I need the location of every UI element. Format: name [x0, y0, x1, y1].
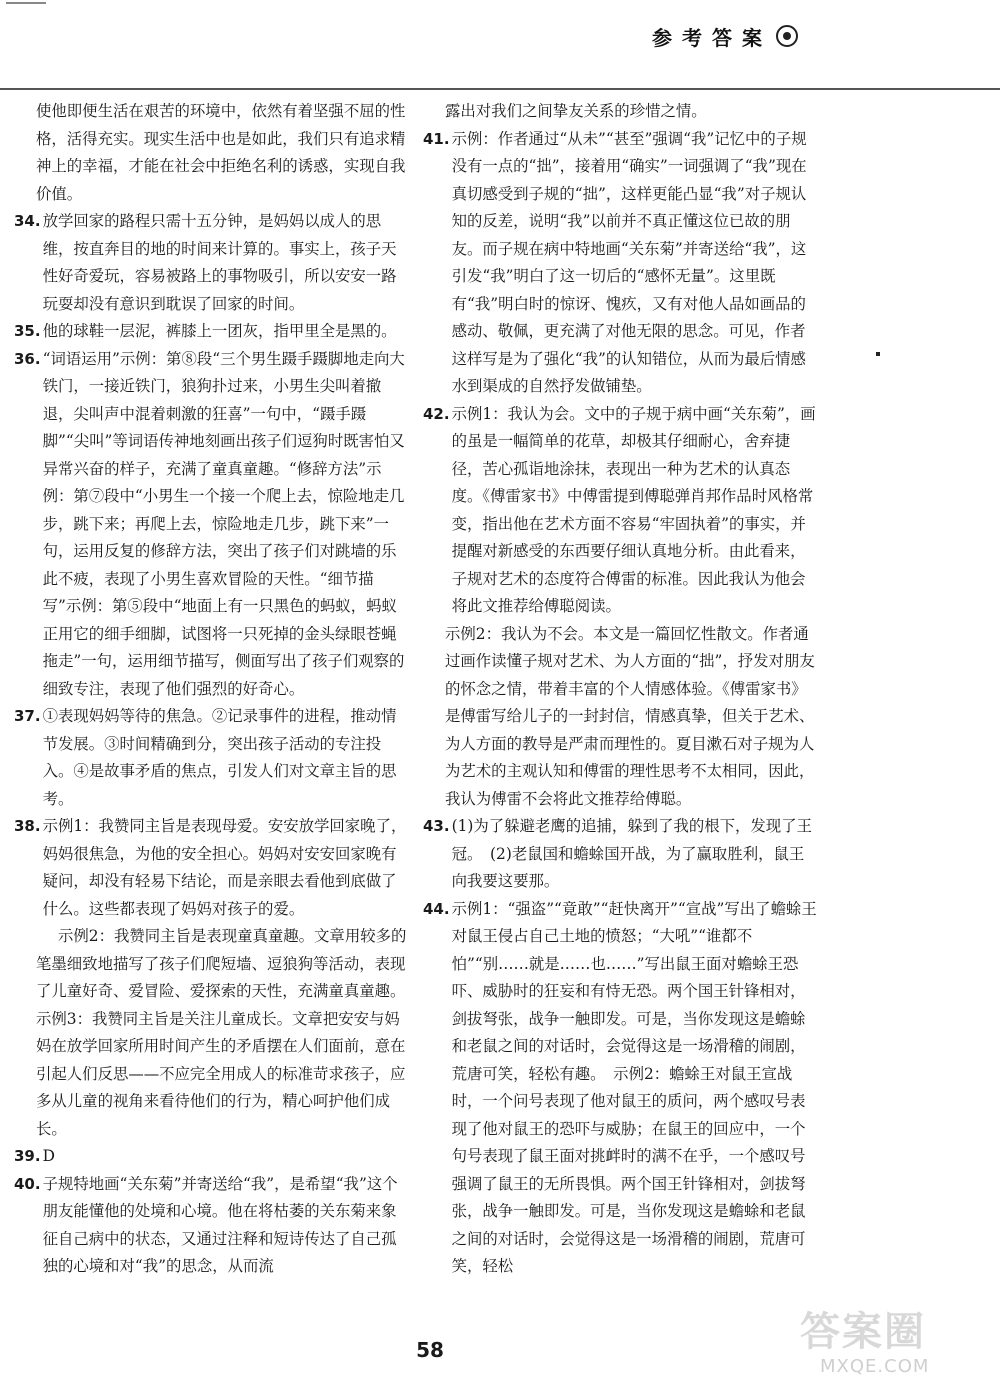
right-column [423, 98, 818, 1281]
answer-item-42 [423, 401, 818, 621]
item-number: 43. [423, 817, 450, 835]
answer-item-38 [14, 813, 409, 923]
item-number: 41. [423, 129, 450, 148]
answer-item-34 [14, 208, 409, 318]
item-number: 40. [14, 1174, 41, 1193]
item-text: D [42, 1147, 55, 1165]
item-number: 38. [14, 817, 41, 835]
item-text: 他的球鞋一层泥，裤膝上一团灰，指甲里全是黑的。 [42, 322, 397, 340]
corner-mark [6, 2, 46, 4]
item-number: 34. [14, 212, 41, 230]
item-number: 35. [14, 322, 41, 340]
page-header [652, 18, 822, 54]
item-text: 示例1：我认为会。文中的子规于病中画“关东菊”，画的虽是一幅简单的花草，却极其仔细耐心，舍弃捷径，苦心孤诣地涂抹，表现出一种为艺术的认真态度。《傅雷家书》中傅雷提到傅聪弹肖邦作品时风格常变，指出他在艺术方面不容易“牢固执着”的事实，并提醒对新感受的东西要仔细认真地分析。由此看来，子规对艺术的态度符合傅雷的标准。因此我认为他会将此文推荐给傅聪阅读。 [451, 404, 816, 615]
item-number: 42. [423, 404, 450, 423]
answer-item-42-continued: 示例2：我认为不会。本文是一篇回忆性散文。作者通过画作读懂子规对艺术、为人方面的“拙”，抒发对朋友的怀念之情，带着丰富的个人情感体验。《傅雷家书》是傅雷写给儿子的一封封信，情感真挚，但关于艺术、为人方面的教导是严肃而理性的。夏目漱石对子规为人为艺术的主观认知和傅雷的理性思考不太相同，因此，我认为傅雷不会将此文推荐给傅聪。 [445, 624, 815, 808]
answer-item-40 [14, 1171, 409, 1281]
watermark-logo: 答案圈 [800, 1309, 926, 1355]
continuation-text: 露出对我们之间挚友关系的珍惜之情。 [445, 102, 707, 120]
item-text: 子规特地画“关东菊”并寄送给“我”，是希望“我”这个朋友能懂他的处境和心境。他在将枯萎的关东菊来象征自己病中的状态，又通过注释和短诗传达了自己孤独的心境和对“我”的思念，从而流 [42, 1174, 398, 1275]
continuation-text: 使他即便生活在艰苦的环境中，依然有着坚强不屈的性格，活得充实。现实生活中也是如此，我们只有追求精神上的幸福，才能在社会中拒绝名利的诱惑，实现自我价值。 [36, 102, 406, 203]
item-text: 示例1：我赞同主旨是表现母爱。安安放学回家晚了，妈妈很焦急，为他的安全担心。妈妈对安安回家晚有疑问，却没有轻易下结论，而是亲眼去看他到底做了什么。这些都表现了妈妈对孩子的爱。 [42, 817, 407, 918]
header-rule [0, 88, 1000, 90]
answer-item-44 [423, 896, 818, 1281]
item-text: 示例1：“强盗”“竟敢”“赶快离开”“宣战”写出了蟾蜍王对鼠王侵占自己土地的愤怒；“大吼”“谁都不怕”“别……就是……也……”写出鼠王面对蟾蜍王恐吓、威胁时的狂妄和有恃无恐。两个国王针锋相对，剑拔弩张，战争一触即发。可是，当你发现这是蟾蜍和老鼠之间的对话时，会觉得这是一场滑稽的闹剧，荒唐可笑，轻松有趣。 示例2：蟾蜍王对鼠王宣战时，一个问号表现了他对鼠王的质问，两个感叹号表现了他对鼠王的恐吓与威胁；在鼠王的回应中，一个句号表现了鼠王面对挑衅时的满不在乎，一个感叹号强调了鼠王的无所畏惧。两个国王针锋相对，剑拔弩张，战争一触即发。可是，当你发现这是蟾蜍和老鼠之间的对话时，会觉得这是一场滑稽的闹剧，荒唐可笑，轻松 [451, 899, 817, 1275]
left-column [14, 98, 414, 1281]
item-text: 放学回家的路程只需十五分钟，是妈妈以成人的思维，按直奔目的地的时间来计算的。事实上，孩子天性好奇爱玩，容易被路上的事物吸引，所以安安一路玩耍却没有意识到耽误了回家的时间。 [42, 212, 397, 313]
page-number: 58 [416, 1338, 444, 1362]
item-text: “词语运用”示例：第⑧段“三个男生蹑手蹑脚地走向大铁门，一接近铁门，狼狗扑过来，小男生尖叫着撤退，尖叫声中混着刺激的狂喜”一句中，“蹑手蹑脚”“尖叫”等词语传神地刻画出孩子们逗狗时既害怕又异常兴奋的样子，充满了童真童趣。“修辞方法”示例：第⑦段中“小男生一个接一个爬上去，惊险地走几步，跳下来；再爬上去，惊险地走几步，跳下来”一句，运用反复的修辞方法，突出了孩子们对跳墙的乐此不疲，表现了小男生喜欢冒险的天性。“细节描写”示例：第⑤段中“地面上有一只黑色的蚂蚁，蚂蚁正用它的细手细脚，试图将一只死掉的金头绿眼苍蝇拖走”一句，运用细节描写，侧面写出了孩子们观察的细致专注，表现了他们强烈的好奇心。 [42, 349, 405, 698]
watermark [800, 1300, 990, 1380]
answer-item-41 [423, 126, 818, 401]
answer-item-36 [14, 346, 409, 704]
answer-item-35 [14, 318, 409, 346]
item-number: 37. [14, 707, 41, 725]
header-title: 参考答案 [652, 25, 772, 50]
answer-item-38-continued: 示例2：我赞同主旨是表现童真童趣。文章用较多的笔墨细致地描写了孩子们爬短墙、逗狼狗等活动，表现了儿童好奇、爱冒险、爱探索的天性，充满童真童趣。 示例3：我赞同主旨是关注儿童成长。文章把安安与妈妈在放学回家所用时间产生的矛盾摆在人们面前，意在引起人们反思——不应完全用成人的标准苛求孩子，应多从儿童的视角来看待他们的行为，精心呵护他们成长。 [36, 927, 414, 1138]
watermark-url: MXQE.COM [820, 1356, 930, 1377]
item-number: 44. [423, 899, 450, 918]
answer-item-37 [14, 703, 409, 813]
answer-item-43 [423, 813, 818, 896]
item-number: 39. [14, 1147, 41, 1165]
item-text: (1)为了躲避老鹰的追捕，躲到了我的根下，发现了王冠。 (2)老鼠国和蟾蜍国开战，为了赢取胜利，鼠王向我要这要那。 [451, 817, 812, 890]
item-text: ①表现妈妈等待的焦急。②记录事件的进程，推动情节发展。③时间精确到分，突出孩子活动的专注投入。④是故事矛盾的焦点，引发人们对文章主旨的思考。 [42, 707, 397, 808]
item-number: 36. [14, 349, 41, 368]
stray-dot [876, 352, 880, 356]
item-text: 示例：作者通过“从未”“甚至”强调“我”记忆中的子规没有一点的“拙”，接着用“确实”一词强调了“我”现在真切感受到子规的“拙”，这样更能凸显“我”对子规认知的反差，说明“我”以前并不真正懂这位已故的朋友。而子规在病中特地画“关东菊”并寄送给“我”，这引发“我”明白了这一切后的“感怀无量”。这里既有“我”明白时的惊讶、愧疚，又有对他人品如画品的感动、敬佩，更充满了对他无限的思念。可见，作者这样写是为了强化“我”的认知错位，从而为最后情感水到渠成的自然抒发做铺垫。 [451, 129, 807, 395]
circle-dot-icon [776, 25, 798, 47]
answer-item-39 [14, 1143, 409, 1171]
